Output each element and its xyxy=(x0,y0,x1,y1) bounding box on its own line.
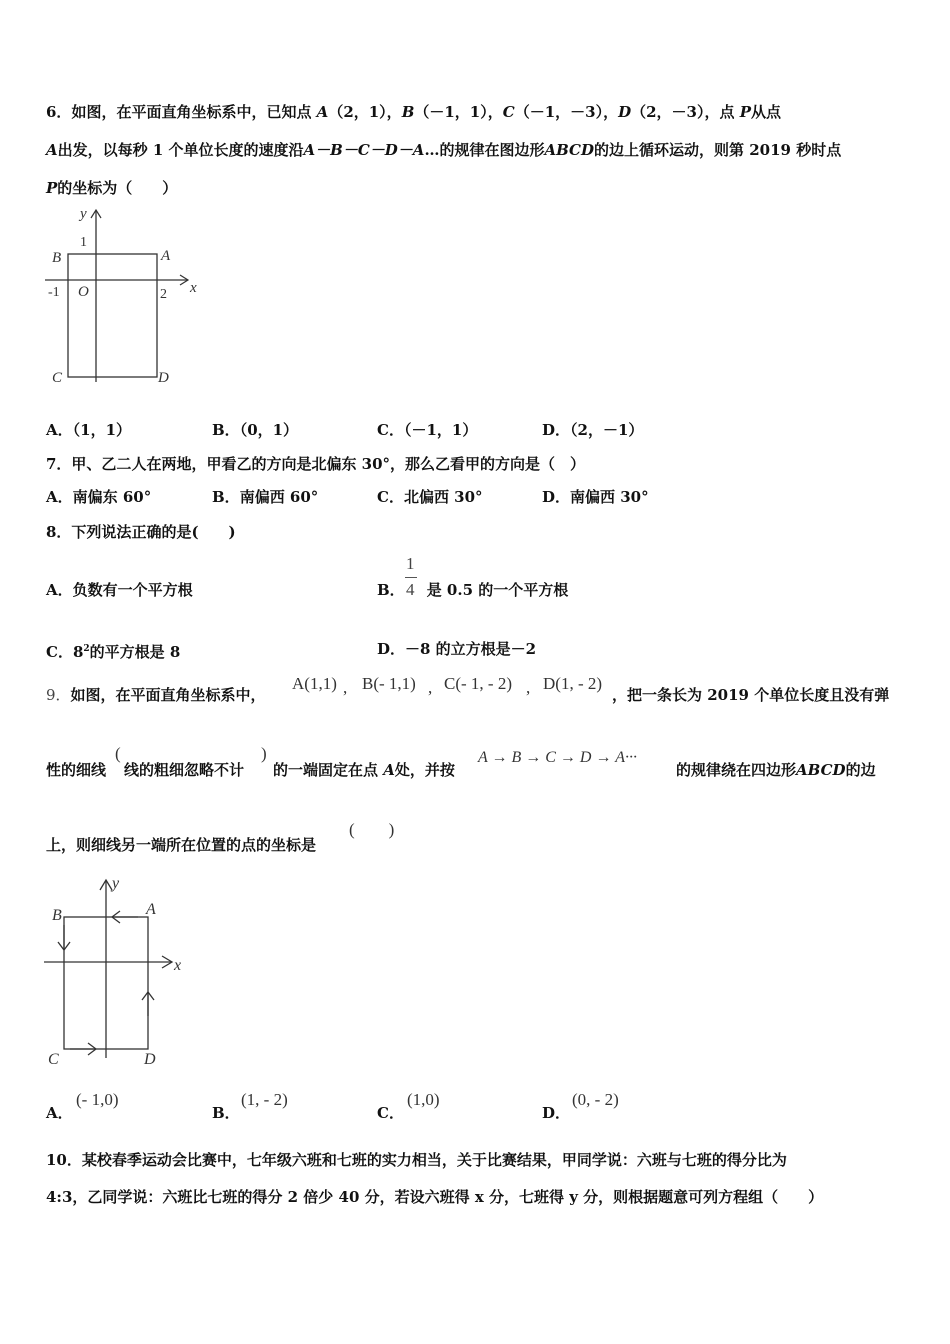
q9-paren-close: ) xyxy=(261,744,267,763)
q6-c-coord: （－1，－3）， xyxy=(514,103,619,121)
q6-line1 xyxy=(46,102,781,122)
q6-label-neg1: -1 xyxy=(48,285,60,300)
q8-fraction-bar xyxy=(405,577,417,578)
q9-option-b-label[interactable]: B． xyxy=(212,1104,240,1122)
q9-option-d-label[interactable]: D． xyxy=(542,1104,571,1122)
q9-number: 9． xyxy=(46,686,71,704)
q7-option-a-text: 南偏东 60° xyxy=(72,488,152,506)
q6-point-c: C xyxy=(502,103,515,121)
q9-text2d: 处，并按 xyxy=(394,761,455,779)
q9-option-a-label[interactable]: A． xyxy=(46,1104,73,1122)
q6-option-a-label: A． xyxy=(46,421,73,439)
q8-option-d-label: D． xyxy=(377,640,406,658)
q6-option-b-label: B． xyxy=(212,421,240,439)
q6-label-x: x xyxy=(190,280,197,296)
q6-figure xyxy=(40,200,210,390)
q7-option-b-text: 南偏西 60° xyxy=(239,488,319,506)
q9-option-c-label[interactable]: C． xyxy=(377,1104,404,1122)
q9-point-b: B(- 1,1) xyxy=(362,674,416,693)
q7-option-c-label: C． xyxy=(377,488,404,506)
q9-text2c-main: 的一端固定在点 xyxy=(273,761,384,779)
q6-rectangle xyxy=(68,254,157,377)
q10-line1: 10．某校春季运动会比赛中，七年级六班和七班的实力相当，关于比赛结果，甲同学说：六班与七班的得分比为 xyxy=(46,1151,787,1169)
q6-label-b: B xyxy=(52,250,62,266)
q6-label-y: y xyxy=(80,206,87,222)
q9-option-c-text: (1,0) xyxy=(407,1090,440,1109)
q8-option-b-label: B． xyxy=(377,581,405,599)
q8-option-b-text: 是 0.5 的一个平方根 xyxy=(426,581,569,599)
q6-option-a-text: （1，1） xyxy=(72,421,132,439)
q10-line2: 4:3，乙同学说：六班比七班的得分 2 倍少 40 分，若设六班得 x 分，七班得 y 分，则根据题意可列方程组（ ） xyxy=(46,1188,824,1206)
q6-text2a: 出发，以每秒 1 个单位长度的速度沿 xyxy=(57,141,304,159)
q8-option-c-base: 8 xyxy=(72,643,84,661)
q9-point-a: A(1,1) xyxy=(292,674,337,693)
q6-text2c: 的边上循环运动，则第 2019 秒时点 xyxy=(594,141,842,159)
q6-label-o: O xyxy=(78,284,89,300)
q6-text3: 的坐标为（ ） xyxy=(57,179,178,197)
q6-option-d-label: D． xyxy=(542,421,571,439)
q9-figure xyxy=(40,870,200,1070)
q6-point-p2: P xyxy=(46,179,58,197)
q6-label-c: C xyxy=(52,370,63,386)
q6-text-end: 从点 xyxy=(750,103,781,121)
q8-option-c-exponent: 2 xyxy=(83,644,90,654)
q8-option-a-label: A． xyxy=(46,581,73,599)
q6-label-2: 2 xyxy=(160,287,167,302)
q9-text1a: 如图，在平面直角坐标系中， xyxy=(70,686,266,704)
q8-fraction-denominator: 4 xyxy=(406,580,415,599)
q9-option-a-text: (- 1,0) xyxy=(76,1090,119,1109)
q9-line1 xyxy=(46,685,266,705)
q6-option-c-label: C． xyxy=(377,421,404,439)
q6-abcd: ABCD xyxy=(544,141,594,159)
q9-label-a: A xyxy=(146,901,156,918)
q8-option-d-text: －8 的立方根是－2 xyxy=(405,640,537,658)
q6-text2b: …的规律在图边形 xyxy=(424,141,545,159)
q7-option-b[interactable] xyxy=(212,487,318,507)
q6-point-d: D xyxy=(618,103,632,121)
q6-label-1: 1 xyxy=(80,235,87,250)
q6-path: A－B－C－D－A xyxy=(303,141,425,159)
q6-point-p: P xyxy=(739,103,751,121)
q9-text1b: ，把一条长为 2019 个单位长度且没有弹 xyxy=(612,686,890,704)
q7-option-d-text: 南偏西 30° xyxy=(570,488,649,506)
q7-option-c-text: 北偏西 30° xyxy=(403,488,483,506)
q6-option-d-text: （2，－1） xyxy=(570,421,644,439)
q9-text2e-main: 的规律绕在四边形 xyxy=(676,761,797,779)
q6-text: 如图，在平面直角坐标系中，已知点 xyxy=(71,103,317,121)
q6-number: 6． xyxy=(46,103,72,121)
q8-option-c-text: 的平方根是 8 xyxy=(89,643,181,661)
q8-option-a-text: 负数有一个平方根 xyxy=(72,581,193,599)
q9-text2c xyxy=(273,760,455,780)
q9-sep-2: , xyxy=(428,678,433,697)
q6-line3 xyxy=(46,178,177,198)
q9-label-y: y xyxy=(112,875,120,892)
q9-text2f: 的边 xyxy=(845,761,876,779)
q6-option-b[interactable] xyxy=(212,420,298,440)
q7-option-a-label: A． xyxy=(46,488,73,506)
q9-path: A → B → C → D → A··· xyxy=(478,749,637,766)
q8-option-a[interactable] xyxy=(46,580,193,600)
q9-option-d-text: (0, - 2) xyxy=(572,1090,619,1109)
q7-option-c[interactable] xyxy=(377,487,483,507)
q6-option-d[interactable] xyxy=(542,420,643,440)
q7-option-d[interactable] xyxy=(542,487,649,507)
q9-line3: 上，则细线另一端所在位置的点的坐标是 xyxy=(46,836,317,854)
q8-fraction-numerator: 1 xyxy=(406,554,415,573)
q9-label-x: x xyxy=(174,957,182,974)
q6-point-b: B xyxy=(401,103,415,121)
q6-d-coord: （2，－3），点 xyxy=(631,103,735,121)
q6-option-c[interactable] xyxy=(377,420,477,440)
q9-point-a-text: A xyxy=(383,761,395,779)
q9-label-d: D xyxy=(144,1051,156,1068)
q9-abcd: ABCD xyxy=(796,761,846,779)
q7-option-b-label: B． xyxy=(212,488,240,506)
q9-line2-start: 性的细线 xyxy=(46,761,107,779)
q9-point-d: D(1, - 2) xyxy=(543,674,603,693)
q6-a-coord: （2，1）， xyxy=(328,103,402,121)
q6-label-a: A xyxy=(161,248,171,264)
q6-point-a2: A xyxy=(46,141,58,159)
q8-option-c[interactable] xyxy=(46,639,180,662)
q6-b-coord: （－1，1）， xyxy=(414,103,503,121)
q6-option-c-text: （－1，1） xyxy=(403,421,478,439)
q6-point-a: A xyxy=(316,103,329,121)
q9-paren-open: ( xyxy=(115,744,121,763)
q9-label-c: C xyxy=(48,1051,59,1068)
q6-option-b-text: （0，1） xyxy=(239,421,299,439)
q6-option-a[interactable] xyxy=(46,420,131,440)
q8-option-c-label: C． xyxy=(46,643,73,661)
q9-point-c: C(- 1, - 2) xyxy=(444,674,512,693)
q9-text2b: 线的粗细忽略不计 xyxy=(124,761,245,779)
q7-option-d-label: D． xyxy=(542,488,571,506)
q6-label-d: D xyxy=(158,370,169,386)
q9-option-b-text: (1, - 2) xyxy=(241,1090,288,1109)
q6-line2 xyxy=(46,140,841,160)
q7-option-a[interactable] xyxy=(46,487,151,507)
q9-text2e xyxy=(676,760,876,780)
q9-sep-1: , xyxy=(343,678,348,697)
q8-stem: 8．下列说法正确的是( ) xyxy=(46,523,236,541)
q9-label-b: B xyxy=(52,907,62,924)
q9-sep-3: , xyxy=(526,678,531,697)
q8-option-d[interactable] xyxy=(377,639,536,659)
q7-stem: 7．甲、乙二人在两地，甲看乙的方向是北偏东 30°，那么乙看甲的方向是（ ） xyxy=(46,455,586,473)
q9-paren-blank: ( ) xyxy=(349,820,395,839)
